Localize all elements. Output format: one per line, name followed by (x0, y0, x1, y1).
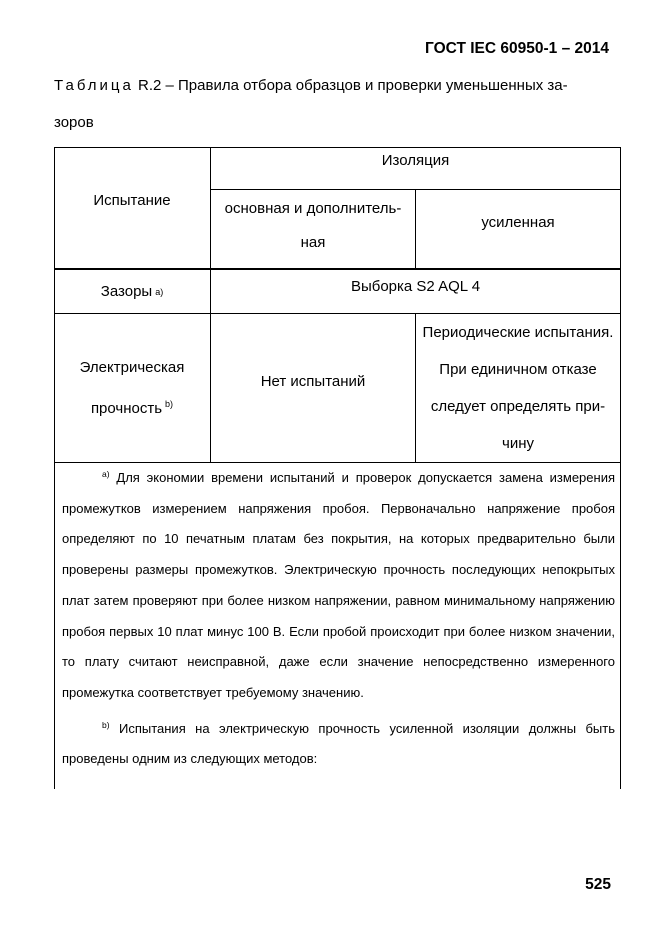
footnote-b-mark: b) (102, 719, 110, 730)
header-test: Испытание (93, 191, 171, 209)
row-strength-reinforced-line2: При единичном отказе (439, 361, 597, 378)
footnote-a (62, 459, 615, 709)
row-strength-line2 (91, 386, 173, 427)
header-reinforced: усиленная (481, 213, 555, 231)
row-clearances-text: Зазоры (100, 283, 153, 300)
row-strength-basic: Нет испытаний (260, 373, 366, 390)
header-insulation: Изоляция (381, 151, 450, 169)
footnote-b (62, 710, 615, 775)
header-basic-line1: основная и дополнитель- (224, 200, 402, 217)
table-caption (54, 67, 614, 104)
page-number: 525 (585, 876, 611, 893)
row-strength-line2-text: прочность (90, 400, 163, 417)
table-footnotes (54, 459, 621, 775)
row-strength-note: b) (165, 399, 174, 409)
footnote-b-text: Испытания на электрическую прочность усиленной изоляции должны быть проведены одним из следующих методов: (62, 720, 615, 767)
row-strength-label (54, 314, 210, 462)
row-strength-reinforced-line1: Периодические испытания. (422, 324, 614, 341)
table-caption-text: R.2 – Правила отбора образцов и проверки уменьшенных за- (133, 77, 568, 94)
footnote-a-text: Для экономии времени испытаний и проверок допускается замена измерения промежутков измерением напряжения пробоя. Первоначально напряжение пробоя определяют по 10 печатным платам без покрытия, на которых предварительно были проверены размеры промежутков. Электрическую прочность последующих непокрытых плат затем проверяют при более низком напряжении, равном минимальному напряжению пробоя первых 10 плат минус 100 В. Если пробой происходит при более низком значении, то плату считают неисправной, даже если значение непосредственно измеренного промежутка соответствует требуемому значению. (62, 470, 615, 700)
row-clearances-value: Выборка S2 AQL 4 (350, 277, 481, 295)
row-strength-line1: Электрическая (79, 359, 185, 376)
row-strength-reinforced-line3: следует определять при- (430, 398, 606, 415)
table-caption-continuation: зоров (54, 114, 94, 131)
document-standard-code: ГОСТ IEC 60950-1 – 2014 (425, 40, 609, 57)
header-basic-line2: ная (300, 234, 326, 251)
row-strength-reinforced (416, 314, 620, 462)
row-clearances-label (54, 270, 210, 313)
row-strength-reinforced-line4: чину (502, 435, 534, 452)
row-clearances-note: a) (155, 286, 164, 297)
table-caption-label: Таблица (54, 77, 134, 94)
footnote-a-mark: a) (102, 469, 110, 479)
header-basic (211, 190, 415, 268)
